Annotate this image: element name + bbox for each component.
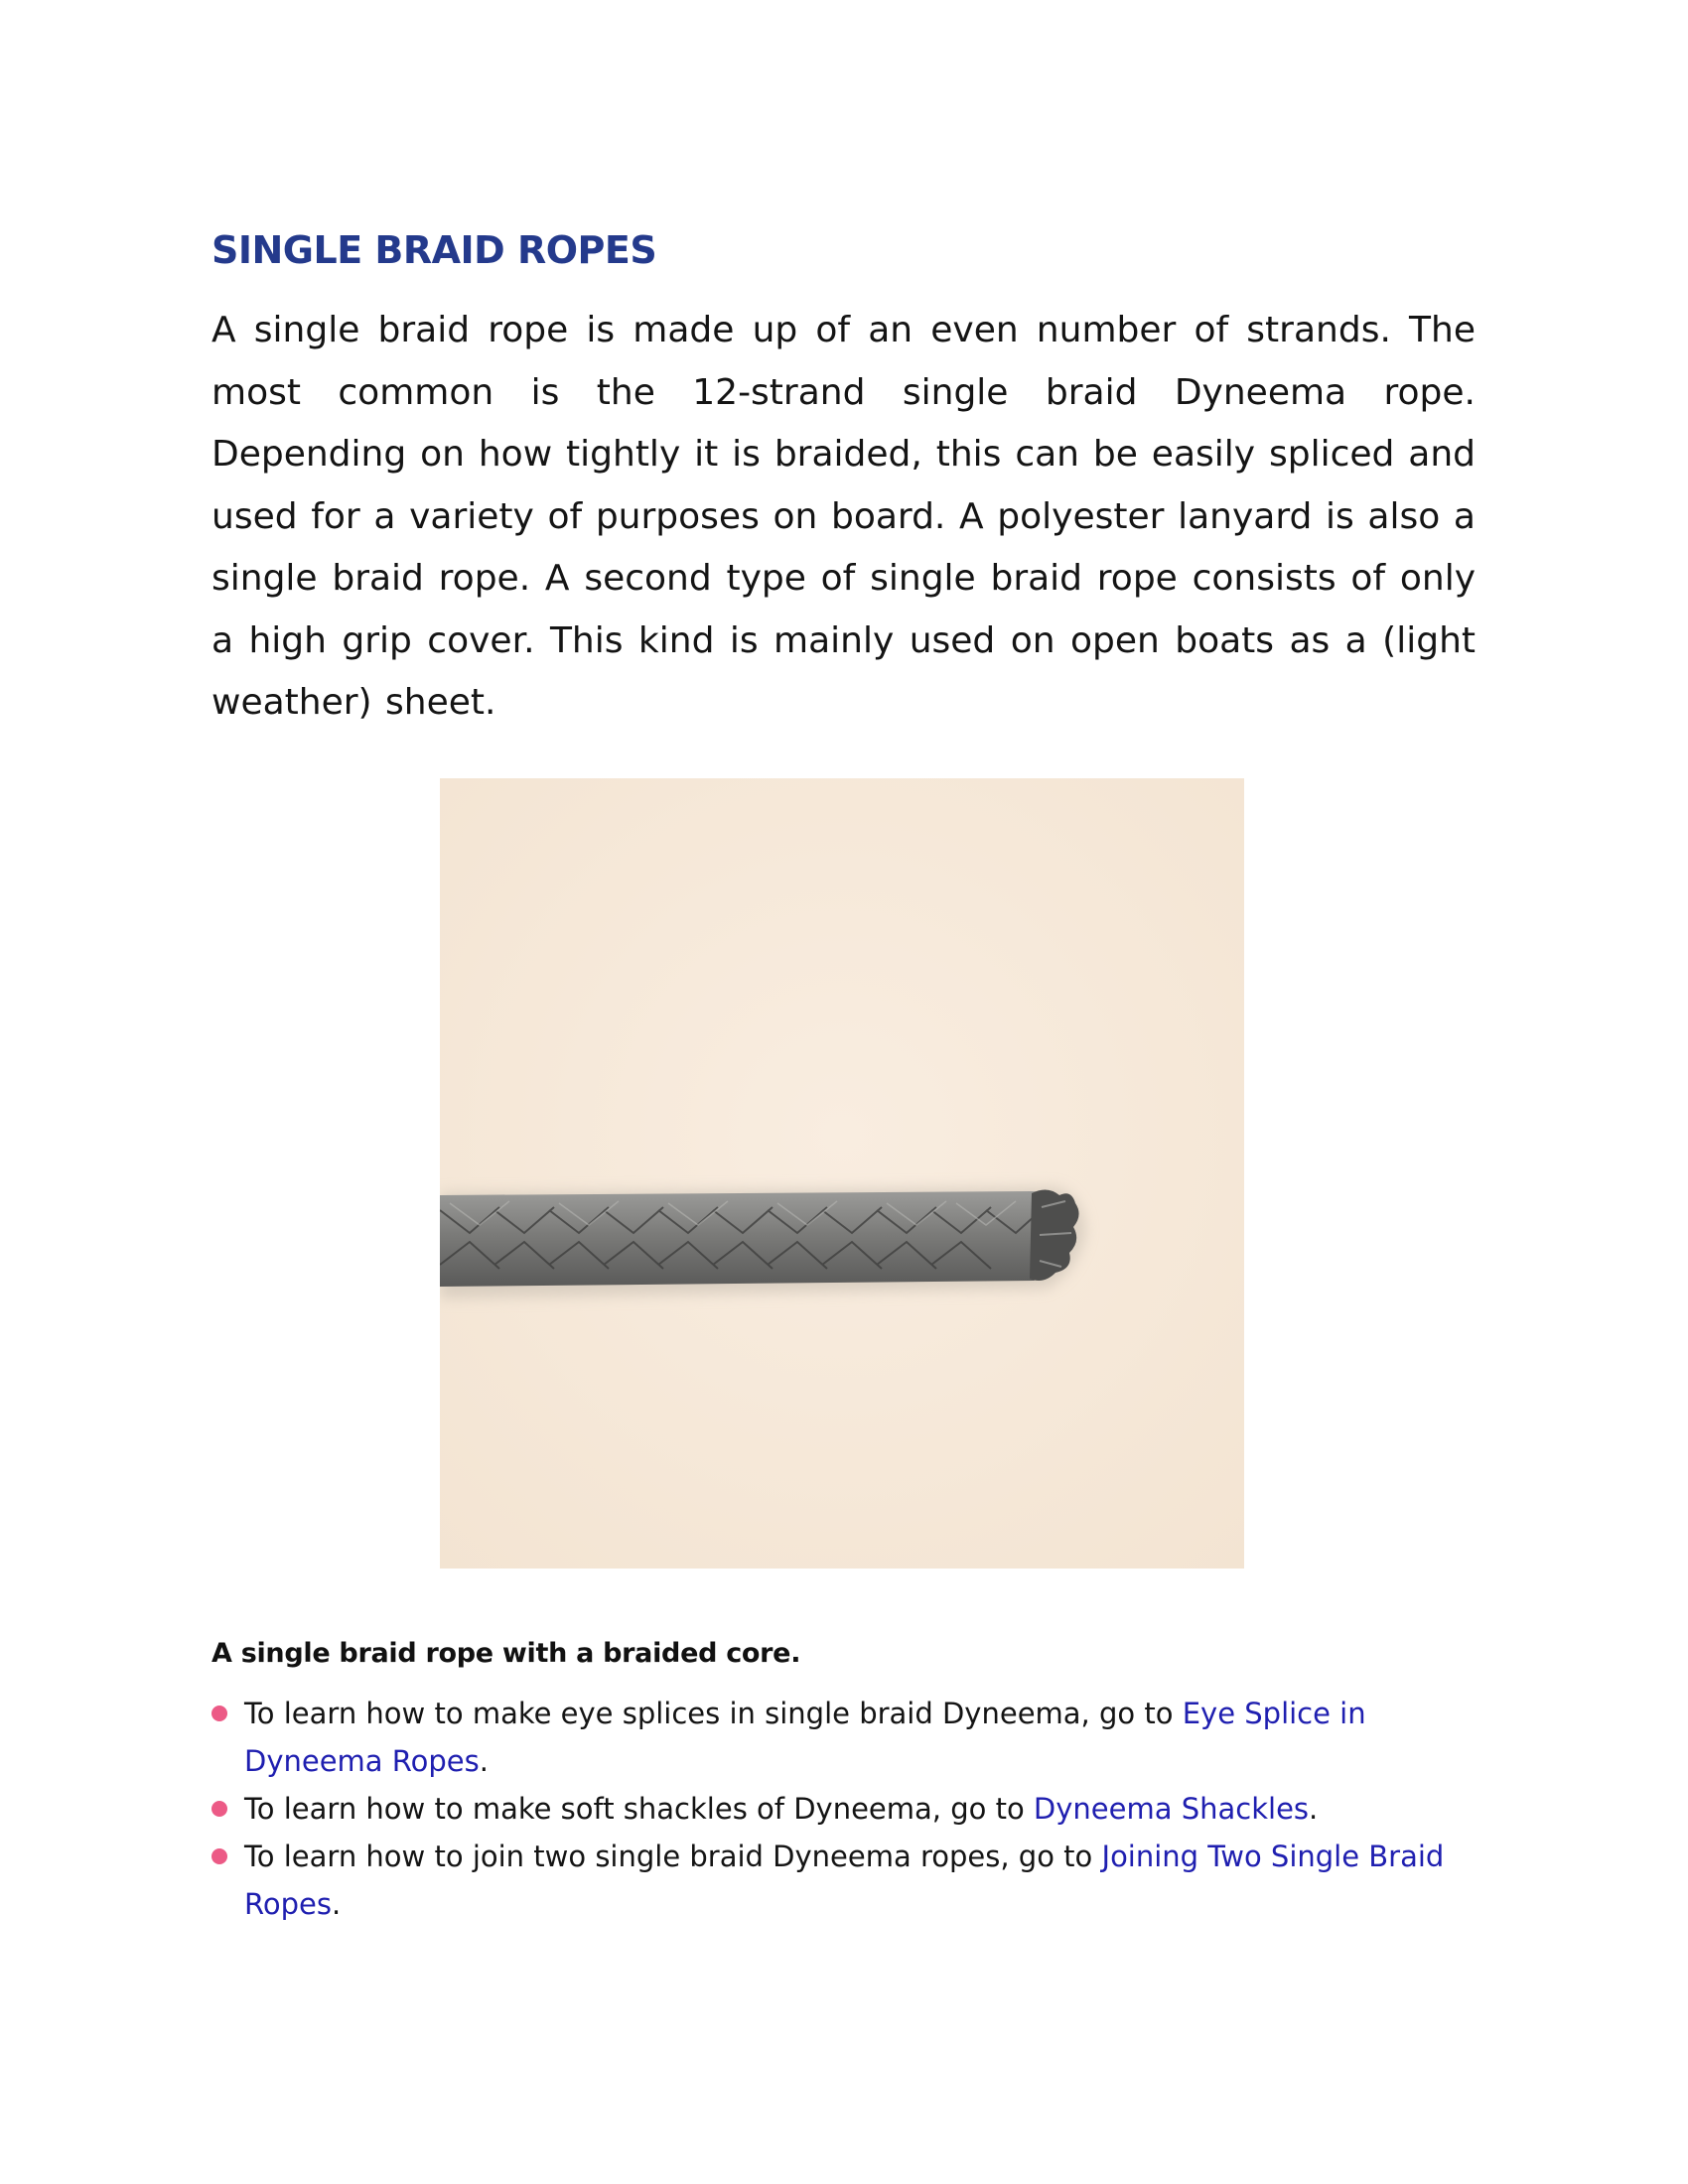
list-item-text: To learn how to make soft shackles of Dyneema, go to: [244, 1792, 1034, 1826]
bullet-icon: [211, 1848, 227, 1864]
list-item: [211, 1785, 1476, 1833]
list-item-suffix: .: [1309, 1792, 1319, 1826]
intro-paragraph: A single braid rope is made up of an even number of strands. The most common is the 12-strand single braid Dyneema rope. Depending on how tightly it is braided, this can be easily spliced and used for a variety of purposes on board. A polyester lanyard is also a single braid rope. A second type of single braid rope consists of only a high grip cover. This kind is mainly used on open boats as a (light weather) sheet.: [211, 310, 1476, 723]
list-item-text: To learn how to join two single braid Dyneema ropes, go to: [244, 1840, 1102, 1873]
related-links-list: [211, 1690, 1476, 1928]
rope-photo-icon: [440, 778, 1244, 1569]
bullet-icon: [211, 1801, 227, 1817]
list-item-suffix: .: [331, 1887, 342, 1921]
rope-photo: [440, 778, 1244, 1569]
list-item: [211, 1833, 1476, 1928]
figure-caption: A single braid rope with a braided core.: [211, 1638, 801, 1669]
list-item-suffix: .: [479, 1744, 489, 1778]
dyneema-shackles-link[interactable]: Dyneema Shackles: [1033, 1792, 1310, 1826]
document-page: [211, 220, 1476, 1921]
joining-ropes-link[interactable]: Joining Two Single Braid Ropes: [244, 1840, 1445, 1921]
eye-splice-link[interactable]: Eye Splice in Dyneema Ropes: [244, 1697, 1366, 1778]
list-item-text: To learn how to make eye splices in single braid Dyneema, go to: [244, 1697, 1183, 1730]
bullet-icon: [211, 1706, 227, 1721]
page-title: SINGLE BRAID ROPES: [211, 228, 657, 272]
list-item: [211, 1690, 1476, 1785]
